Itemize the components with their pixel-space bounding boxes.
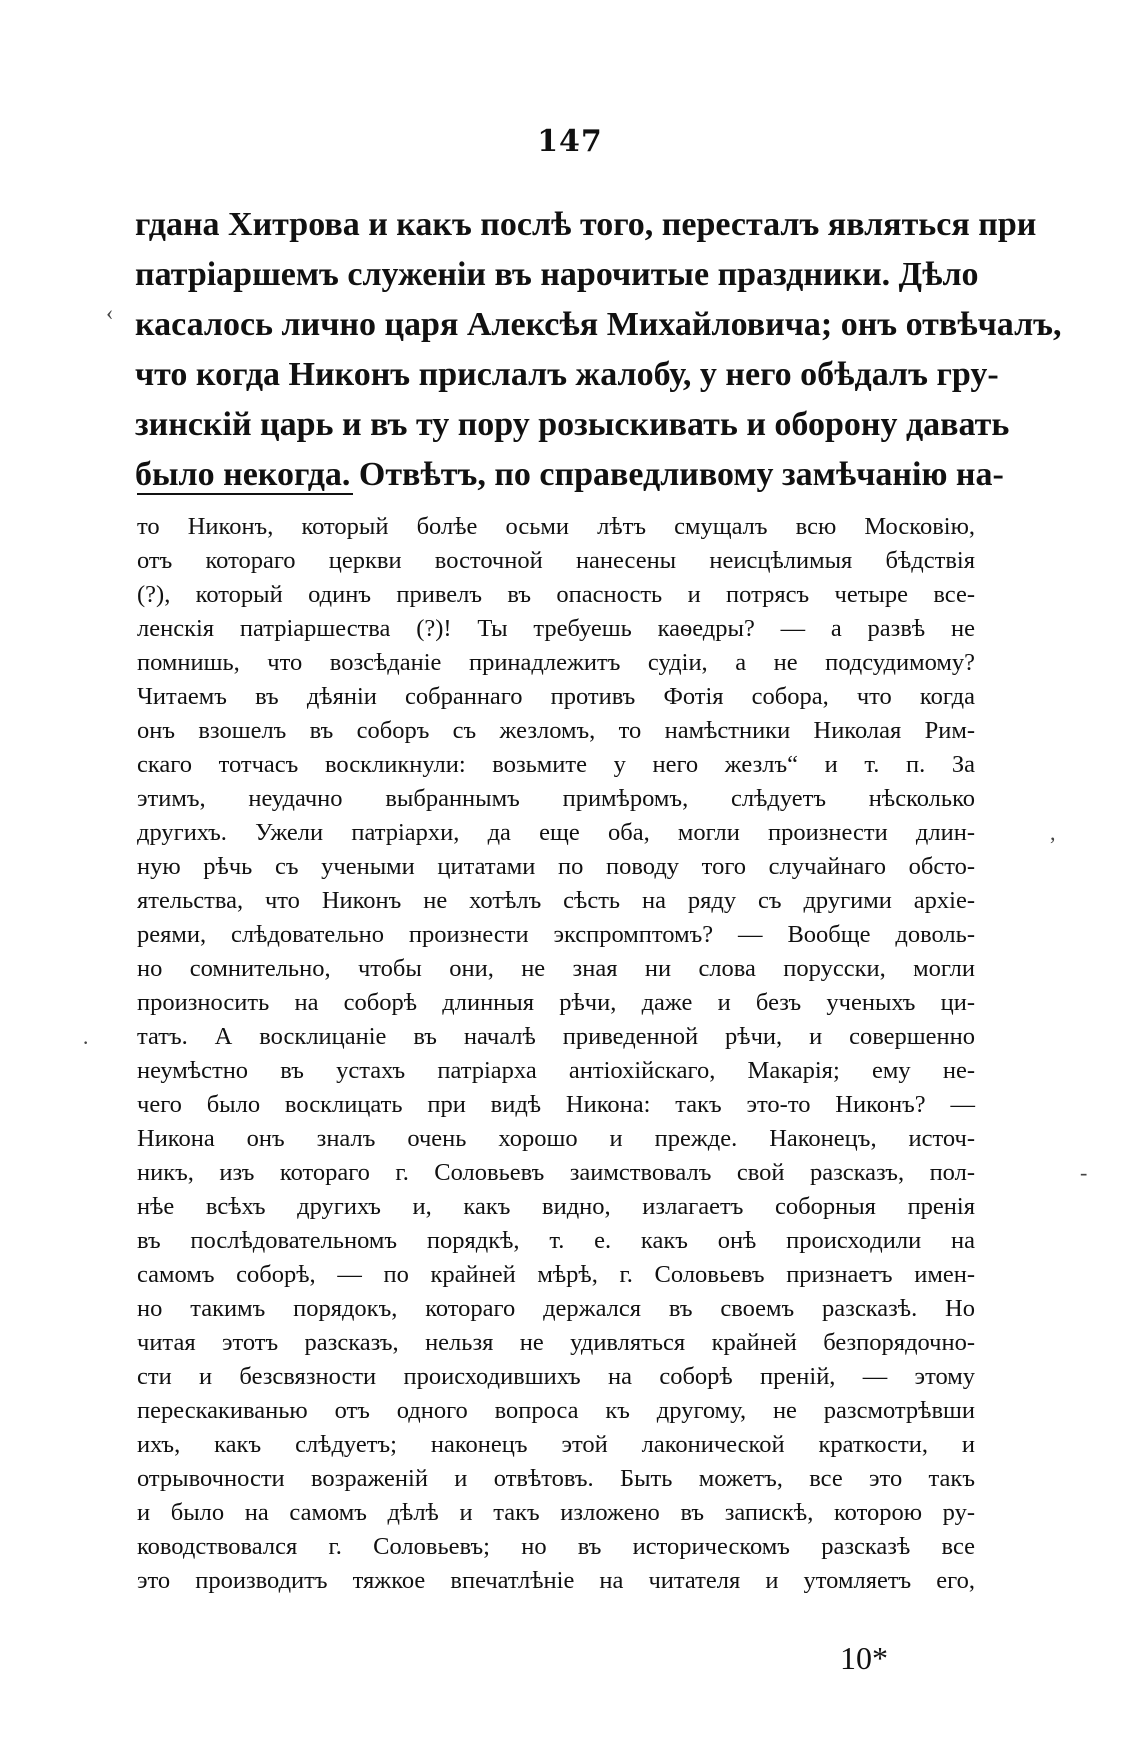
main-text-line: было некогда. Отвѣтъ, по справедливому замѣчанію на- xyxy=(135,456,1004,493)
footnote-divider xyxy=(137,493,353,495)
footnote-line: чего было восклицать при видѣ Никона: такъ это-то Никонъ? — xyxy=(137,1091,975,1118)
margin-speck: ‹ xyxy=(106,300,114,325)
footnote-line: онъ взошелъ въ соборъ съ жезломъ, то намѣстники Николая Рим- xyxy=(137,717,975,744)
main-text-line: гдана Хитрова и какъ послѣ того, пересталъ являться при xyxy=(135,206,1037,243)
page-number: 147 xyxy=(537,124,603,159)
footnote-line: но такимъ порядокъ, котораго держался въ своемъ разсказѣ. Но xyxy=(137,1295,975,1322)
footnote-line: ленскія патріаршества (?)! Ты требуешь каѳедры? — а развѣ не xyxy=(137,615,975,642)
main-text xyxy=(135,200,1062,500)
main-text-line: зинскій царь и въ ту пору розыскивать и оборону давать xyxy=(135,406,1010,443)
footnote-line: Читаемъ въ дѣяніи собраннаго противъ Фотія собора, что когда xyxy=(137,683,975,710)
footnote-line: (?), который одинъ привелъ въ опасность и потрясъ четыре все- xyxy=(137,581,975,608)
footnote-line: другихъ. Ужели патріархи, да еще оба, могли произнести длин- xyxy=(137,819,975,846)
footnote-line: читая этотъ разсказъ, нельзя не удивляться крайней безпорядочно- xyxy=(137,1329,975,1356)
margin-speck: , xyxy=(1050,820,1056,845)
footnote-line: отрывочности возраженій и отвѣтовъ. Быть можетъ, все это такъ xyxy=(137,1465,975,1492)
footnote-line: сти и безсвязности происходившихъ на соборѣ преній, — этому xyxy=(137,1363,975,1390)
main-text-line: касалось лично царя Алексѣя Михайловича; онъ отвѣчалъ, xyxy=(135,306,1062,343)
footnote-line: ихъ, какъ слѣдуетъ; наконецъ этой лаконической краткости, и xyxy=(137,1431,975,1458)
main-text-line: что когда Никонъ прислалъ жалобу, у него обѣдалъ гру- xyxy=(135,356,999,393)
footnote-line: Никона онъ зналъ очень хорошо и прежде. Наконецъ, источ- xyxy=(137,1125,975,1152)
footnote-line: ятельства, что Никонъ не хотѣлъ сѣсть на ряду съ другими архіе- xyxy=(137,887,975,914)
footnote-line: нѣе всѣхъ другихъ и, какъ видно, излагаетъ соборныя пренія xyxy=(137,1193,975,1220)
footnote-line: но сомнительно, чтобы они, не зная ни слова порусски, могли xyxy=(137,955,975,982)
footnote-line: никъ, изъ котораго г. Соловьевъ заимствовалъ свой разсказъ, пол- xyxy=(137,1159,975,1186)
footnote-line: въ послѣдовательномъ порядкѣ, т. е. какъ онѣ происходили на xyxy=(137,1227,975,1254)
footnote-line: помнишь, что возсѣданіе принадлежитъ судіи, а не подсудимому? xyxy=(137,649,975,676)
footnote-line: ную рѣчь съ учеными цитатами по поводу того случайнаго обсто- xyxy=(137,853,975,880)
footnote-line: скаго тотчасъ воскликнули: возьмите у него жезлъ“ и т. п. За xyxy=(137,751,975,778)
footnote-line: самомъ соборѣ, — по крайней мѣрѣ, г. Соловьевъ признаетъ имен- xyxy=(137,1261,975,1288)
footnote-line: произносить на соборѣ длинныя рѣчи, даже и безъ ученыхъ ци- xyxy=(137,989,975,1016)
margin-speck: · xyxy=(82,1030,90,1055)
footnote-line: неумѣстно въ устахъ патріарха антіохійскаго, Макарія; ему не- xyxy=(137,1057,975,1084)
footnote-line: это производитъ тяжкое впечатлѣніе на читателя и утомляетъ его, xyxy=(137,1567,975,1594)
footnote-line: то Никонъ, который болѣе осьми лѣтъ смущалъ всю Московію, xyxy=(137,513,975,540)
footnote-line: и было на самомъ дѣлѣ и такъ изложено въ запискѣ, которою ру- xyxy=(137,1499,975,1526)
main-text-line: патріаршемъ служеніи въ нарочитые праздники. Дѣло xyxy=(135,256,979,293)
margin-speck: - xyxy=(1080,1160,1088,1185)
printer-signature-mark: 10* xyxy=(840,1640,888,1676)
footnote-line: реями, слѣдовательно произнести экспромптомъ? — Вообще доволь- xyxy=(137,921,975,948)
footnote-line: этимъ, неудачно выбраннымъ примѣромъ, слѣдуетъ нѣсколько xyxy=(137,785,975,812)
footnote-line: татъ. А восклицаніе въ началѣ приведенной рѣчи, и совершенно xyxy=(137,1023,975,1050)
footnote-line: отъ котораго церкви восточной нанесены неисцѣлимыя бѣдствія xyxy=(137,547,975,574)
footnote-line: перескакиванью отъ одного вопроса къ другому, не разсмотрѣвши xyxy=(137,1397,975,1424)
footnote xyxy=(137,510,975,1598)
footnote-line: ководствовался г. Соловьевъ; но въ историческомъ разсказѣ все xyxy=(137,1533,975,1560)
